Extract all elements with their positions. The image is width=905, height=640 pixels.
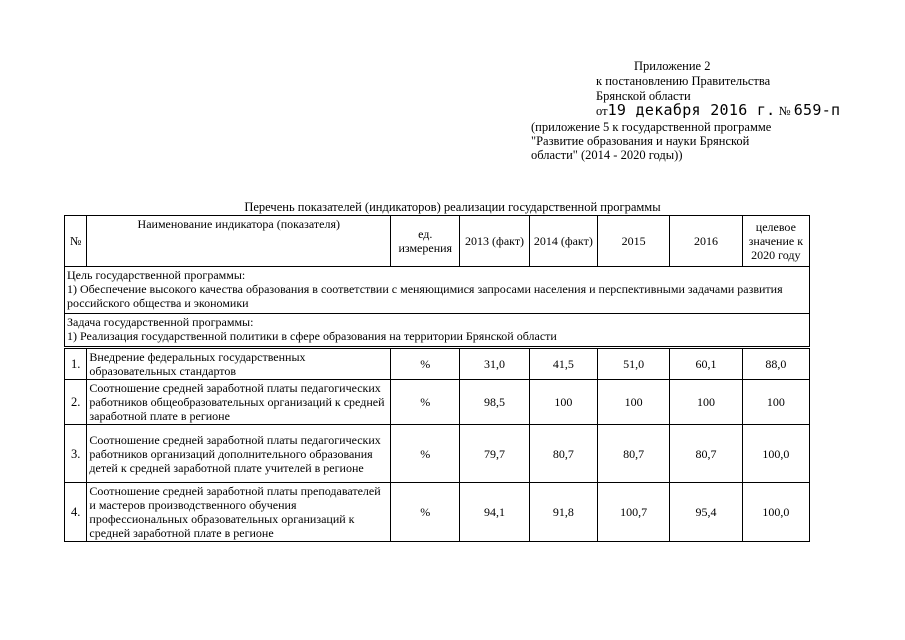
row-number: 4. bbox=[65, 483, 87, 542]
indicator-name: Внедрение федеральных государственных образовательных стандартов bbox=[87, 348, 391, 380]
region-line: Брянской области bbox=[596, 89, 691, 103]
appendix-title: Приложение 2 bbox=[634, 59, 711, 73]
value-2013: 98,5 bbox=[460, 380, 529, 425]
col-target: целевое значение к 2020 году bbox=[742, 216, 809, 267]
indicator-name: Соотношение средней заработной платы педагогических работников организаций дополнительного образования детей к средней заработной плате учителей в регионе bbox=[87, 425, 391, 483]
col-number: № bbox=[65, 216, 87, 267]
table-title: Перечень показателей (индикаторов) реализации государственной программы bbox=[244, 200, 661, 214]
value-2016: 80,7 bbox=[670, 425, 742, 483]
value-2014: 41,5 bbox=[529, 348, 597, 380]
date-line bbox=[596, 103, 840, 119]
value-target: 100,0 bbox=[742, 425, 809, 483]
task-cell bbox=[65, 314, 810, 348]
goal-text: 1) Обеспечение высокого качества образования в соответствии с меняющимися запросами населения и перспективными задачами развития российского общества и экономики bbox=[67, 282, 783, 310]
unit-cell: % bbox=[391, 380, 460, 425]
date-prefix: от bbox=[596, 104, 608, 118]
value-2014: 80,7 bbox=[529, 425, 597, 483]
row-number: 2. bbox=[65, 380, 87, 425]
col-name: Наименование индикатора (показателя) bbox=[87, 216, 391, 267]
goal-cell bbox=[65, 267, 810, 314]
row-number: 1. bbox=[65, 348, 87, 380]
unit-cell: % bbox=[391, 348, 460, 380]
program-note-2: "Развитие образования и науки Брянской bbox=[531, 134, 750, 148]
goal-label: Цель государственной программы: bbox=[67, 268, 246, 282]
unit-cell: % bbox=[391, 425, 460, 483]
handwritten-number: 659-п bbox=[793, 101, 841, 119]
number-prefix: № bbox=[778, 104, 791, 118]
indicator-name: Соотношение средней заработной платы преподавателей и мастеров производственного обучения профессиональных образовательных организаций к средней заработной плате в регионе bbox=[87, 483, 391, 542]
col-2014: 2014 (факт) bbox=[529, 216, 597, 267]
value-2016: 95,4 bbox=[670, 483, 742, 542]
value-2016: 60,1 bbox=[670, 348, 742, 380]
col-2016: 2016 bbox=[670, 216, 742, 267]
value-2014: 91,8 bbox=[529, 483, 597, 542]
value-2015: 51,0 bbox=[597, 348, 669, 380]
value-2013: 31,0 bbox=[460, 348, 529, 380]
value-target: 100,0 bbox=[742, 483, 809, 542]
value-2013: 79,7 bbox=[460, 425, 529, 483]
col-unit: ед. измерения bbox=[391, 216, 460, 267]
handwritten-date: 19 декабря 2016 г. bbox=[607, 101, 776, 119]
value-2016: 100 bbox=[670, 380, 742, 425]
indicators-table bbox=[64, 215, 810, 542]
program-note-1: (приложение 5 к государственной программе bbox=[531, 120, 772, 134]
header-row bbox=[65, 216, 810, 267]
indicator-name: Соотношение средней заработной платы педагогических работников общеобразовательных организаций к средней заработной плате в регионе bbox=[87, 380, 391, 425]
task-text: 1) Реализация государственной политики в сфере образования на территории Брянской области bbox=[67, 329, 557, 343]
table-row bbox=[65, 425, 810, 483]
value-2014: 100 bbox=[529, 380, 597, 425]
goal-row bbox=[65, 267, 810, 314]
value-2015: 100 bbox=[597, 380, 669, 425]
value-2015: 100,7 bbox=[597, 483, 669, 542]
table-row bbox=[65, 483, 810, 542]
value-2013: 94,1 bbox=[460, 483, 529, 542]
row-number: 3. bbox=[65, 425, 87, 483]
col-2015: 2015 bbox=[597, 216, 669, 267]
col-2013: 2013 (факт) bbox=[460, 216, 529, 267]
decree-line: к постановлению Правительства bbox=[596, 74, 771, 88]
value-target: 88,0 bbox=[742, 348, 809, 380]
table-row bbox=[65, 348, 810, 380]
program-note-3: области" (2014 - 2020 годы)) bbox=[531, 148, 683, 162]
unit-cell: % bbox=[391, 483, 460, 542]
value-target: 100 bbox=[742, 380, 809, 425]
task-row bbox=[65, 314, 810, 348]
task-label: Задача государственной программы: bbox=[67, 315, 254, 329]
table-row bbox=[65, 380, 810, 425]
value-2015: 80,7 bbox=[597, 425, 669, 483]
